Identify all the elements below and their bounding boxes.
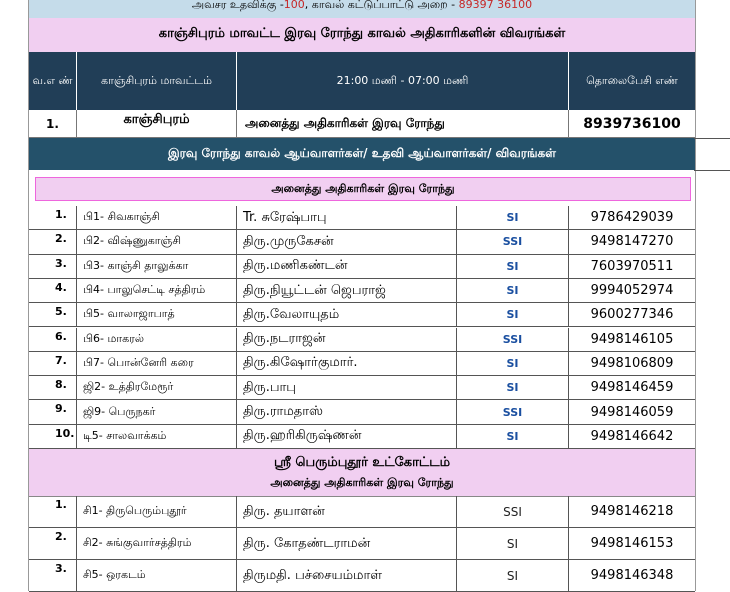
section2-subtitle: அனைத்து அதிகாரிகள் இரவு ரோந்து <box>270 476 454 489</box>
table-cell-rank: SI <box>457 560 569 592</box>
rule-line <box>694 138 730 139</box>
table-cell-rank: SI <box>457 279 569 303</box>
table-cell-officer: திரு. கோதண்டராமன் <box>237 528 457 560</box>
table-cell-officer: திரு.வேலாயுதம் <box>237 303 457 327</box>
col-header-district: காஞ்சிபுரம் மாவட்டம் <box>77 52 237 110</box>
col-header-phone: தொலைபேசி எண் <box>569 52 695 110</box>
table-cell-station: ஜி9- பெருநகர் <box>77 400 237 424</box>
col-header-sno: வ.எ ண் <box>29 52 77 110</box>
table-cell-rank: SI <box>457 425 569 449</box>
table-cell-station: பி7- பொன்னேரி கரை <box>77 352 237 376</box>
district-desc: அனைத்து அதிகாரிகள் இரவு ரோந்து <box>237 110 569 138</box>
district-phone: 8939736100 <box>569 110 695 138</box>
table-cell-sno: 6. <box>29 328 77 352</box>
table-cell-phone: 9498146642 <box>569 425 695 449</box>
table-cell-officer: திரு.கிஷோர்குமார். <box>237 352 457 376</box>
section1-title: இரவு ரோந்து காவல் ஆய்வாளர்கள்/ உதவி ஆய்வாளர்கள்/ விவரங்கள் <box>29 138 695 170</box>
table-cell-sno: 8. <box>29 376 77 400</box>
section2-title: ஸ்ரீ பெரும்புதூர் உட்கோட்டம் <box>273 455 451 470</box>
table-cell-officer: Tr. சுரேஷ்பாபு <box>237 206 457 230</box>
table-cell-phone: 9498146459 <box>569 376 695 400</box>
document-title: காஞ்சிபுரம் மாவட்ட இரவு ரோந்து காவல் அதிகாரிகளின் விவரங்கள் <box>29 18 695 53</box>
table-cell-sno: 3. <box>29 560 77 592</box>
col-header-time: 21:00 மணி - 07:00 மணி <box>237 52 569 110</box>
table-cell-phone: 7603970511 <box>569 255 695 279</box>
table-cell-phone: 9498106809 <box>569 352 695 376</box>
table-cell-station: பி4- பாலுசெட்டி சத்திரம் <box>77 279 237 303</box>
table-cell-rank: SI <box>457 528 569 560</box>
table-cell-sno: 10. <box>29 425 77 449</box>
table-cell-phone: 9498146218 <box>569 496 695 528</box>
table-cell-rank: SSI <box>457 400 569 424</box>
table-cell-station: சி2- சுங்குவார்சத்திரம் <box>77 528 237 560</box>
table-cell-rank: SSI <box>457 328 569 352</box>
district-sno: 1. <box>29 110 77 138</box>
table-cell-phone: 9600277346 <box>569 303 695 327</box>
table-cell-phone: 9498146348 <box>569 560 695 592</box>
table-cell-station: பி1- சிவகாஞ்சி <box>77 206 237 230</box>
table-cell-phone: 9498146105 <box>569 328 695 352</box>
table-cell-phone: 9994052974 <box>569 279 695 303</box>
table-cell-station: சி5- ஒரகடம் <box>77 560 237 592</box>
table-cell-officer: திருமதி. பச்சையம்மாள் <box>237 560 457 592</box>
top-helpline-strip: அவசர உதவிக்கு -100, காவல் கட்டுப்பாட்டு அறை - 89397 36100 <box>29 0 695 19</box>
section2-header <box>29 449 695 497</box>
table-cell-officer: திரு.பாபு <box>237 376 457 400</box>
table-cell-sno: 2. <box>29 230 77 254</box>
table-cell-rank: SI <box>457 376 569 400</box>
table-cell-station: பி2- விஷ்ணுகாஞ்சி <box>77 230 237 254</box>
table-cell-station: பி3- காஞ்சி தாலுக்கா <box>77 255 237 279</box>
table-cell-phone: 9498146059 <box>569 400 695 424</box>
table-cell-rank: SI <box>457 303 569 327</box>
section1-subtitle: அனைத்து அதிகாரிகள் இரவு ரோந்து <box>35 177 691 201</box>
table-cell-phone: 9498146153 <box>569 528 695 560</box>
table-cell-officer: திரு.நடராஜன் <box>237 328 457 352</box>
table-cell-station: ஜி2- உத்திரமேரூர் <box>77 376 237 400</box>
table-cell-officer: திரு.முருகேசன் <box>237 230 457 254</box>
table-cell-officer: திரு. தயாளன் <box>237 496 457 528</box>
table-cell-station: பி6- மாகரல் <box>77 328 237 352</box>
table-cell-rank: SSI <box>457 496 569 528</box>
table-cell-officer: திரு.ராமதாஸ் <box>237 400 457 424</box>
table-cell-rank: SI <box>457 255 569 279</box>
table-cell-sno: 4. <box>29 279 77 303</box>
table-cell-sno: 9. <box>29 400 77 424</box>
table-cell-rank: SI <box>457 352 569 376</box>
table-cell-sno: 2. <box>29 528 77 560</box>
table-cell-sno: 7. <box>29 352 77 376</box>
table-cell-phone: 9498147270 <box>569 230 695 254</box>
table-cell-sno: 1. <box>29 496 77 528</box>
rule-line <box>694 170 730 171</box>
table-cell-sno: 3. <box>29 255 77 279</box>
table-cell-rank: SSI <box>457 230 569 254</box>
table-cell-officer: திரு.ஹரிகிருஷ்ணன் <box>237 425 457 449</box>
table-cell-station: சி1- திருபெரும்புதூர் <box>77 496 237 528</box>
table-cell-rank: SI <box>457 206 569 230</box>
table-cell-sno: 1. <box>29 206 77 230</box>
table-cell-officer: திரு.நியூட்டன் ஜெபராஜ் <box>237 279 457 303</box>
table-cell-phone: 9786429039 <box>569 206 695 230</box>
document-sheet <box>28 0 696 591</box>
district-name: காஞ்சிபுரம் <box>77 110 237 138</box>
table-cell-sno: 5. <box>29 303 77 327</box>
table-cell-station: பி5- வாலாஜாபாத் <box>77 303 237 327</box>
table-cell-officer: திரு.மணிகண்டன் <box>237 255 457 279</box>
table-cell-station: டி5- சாலவாக்கம் <box>77 425 237 449</box>
